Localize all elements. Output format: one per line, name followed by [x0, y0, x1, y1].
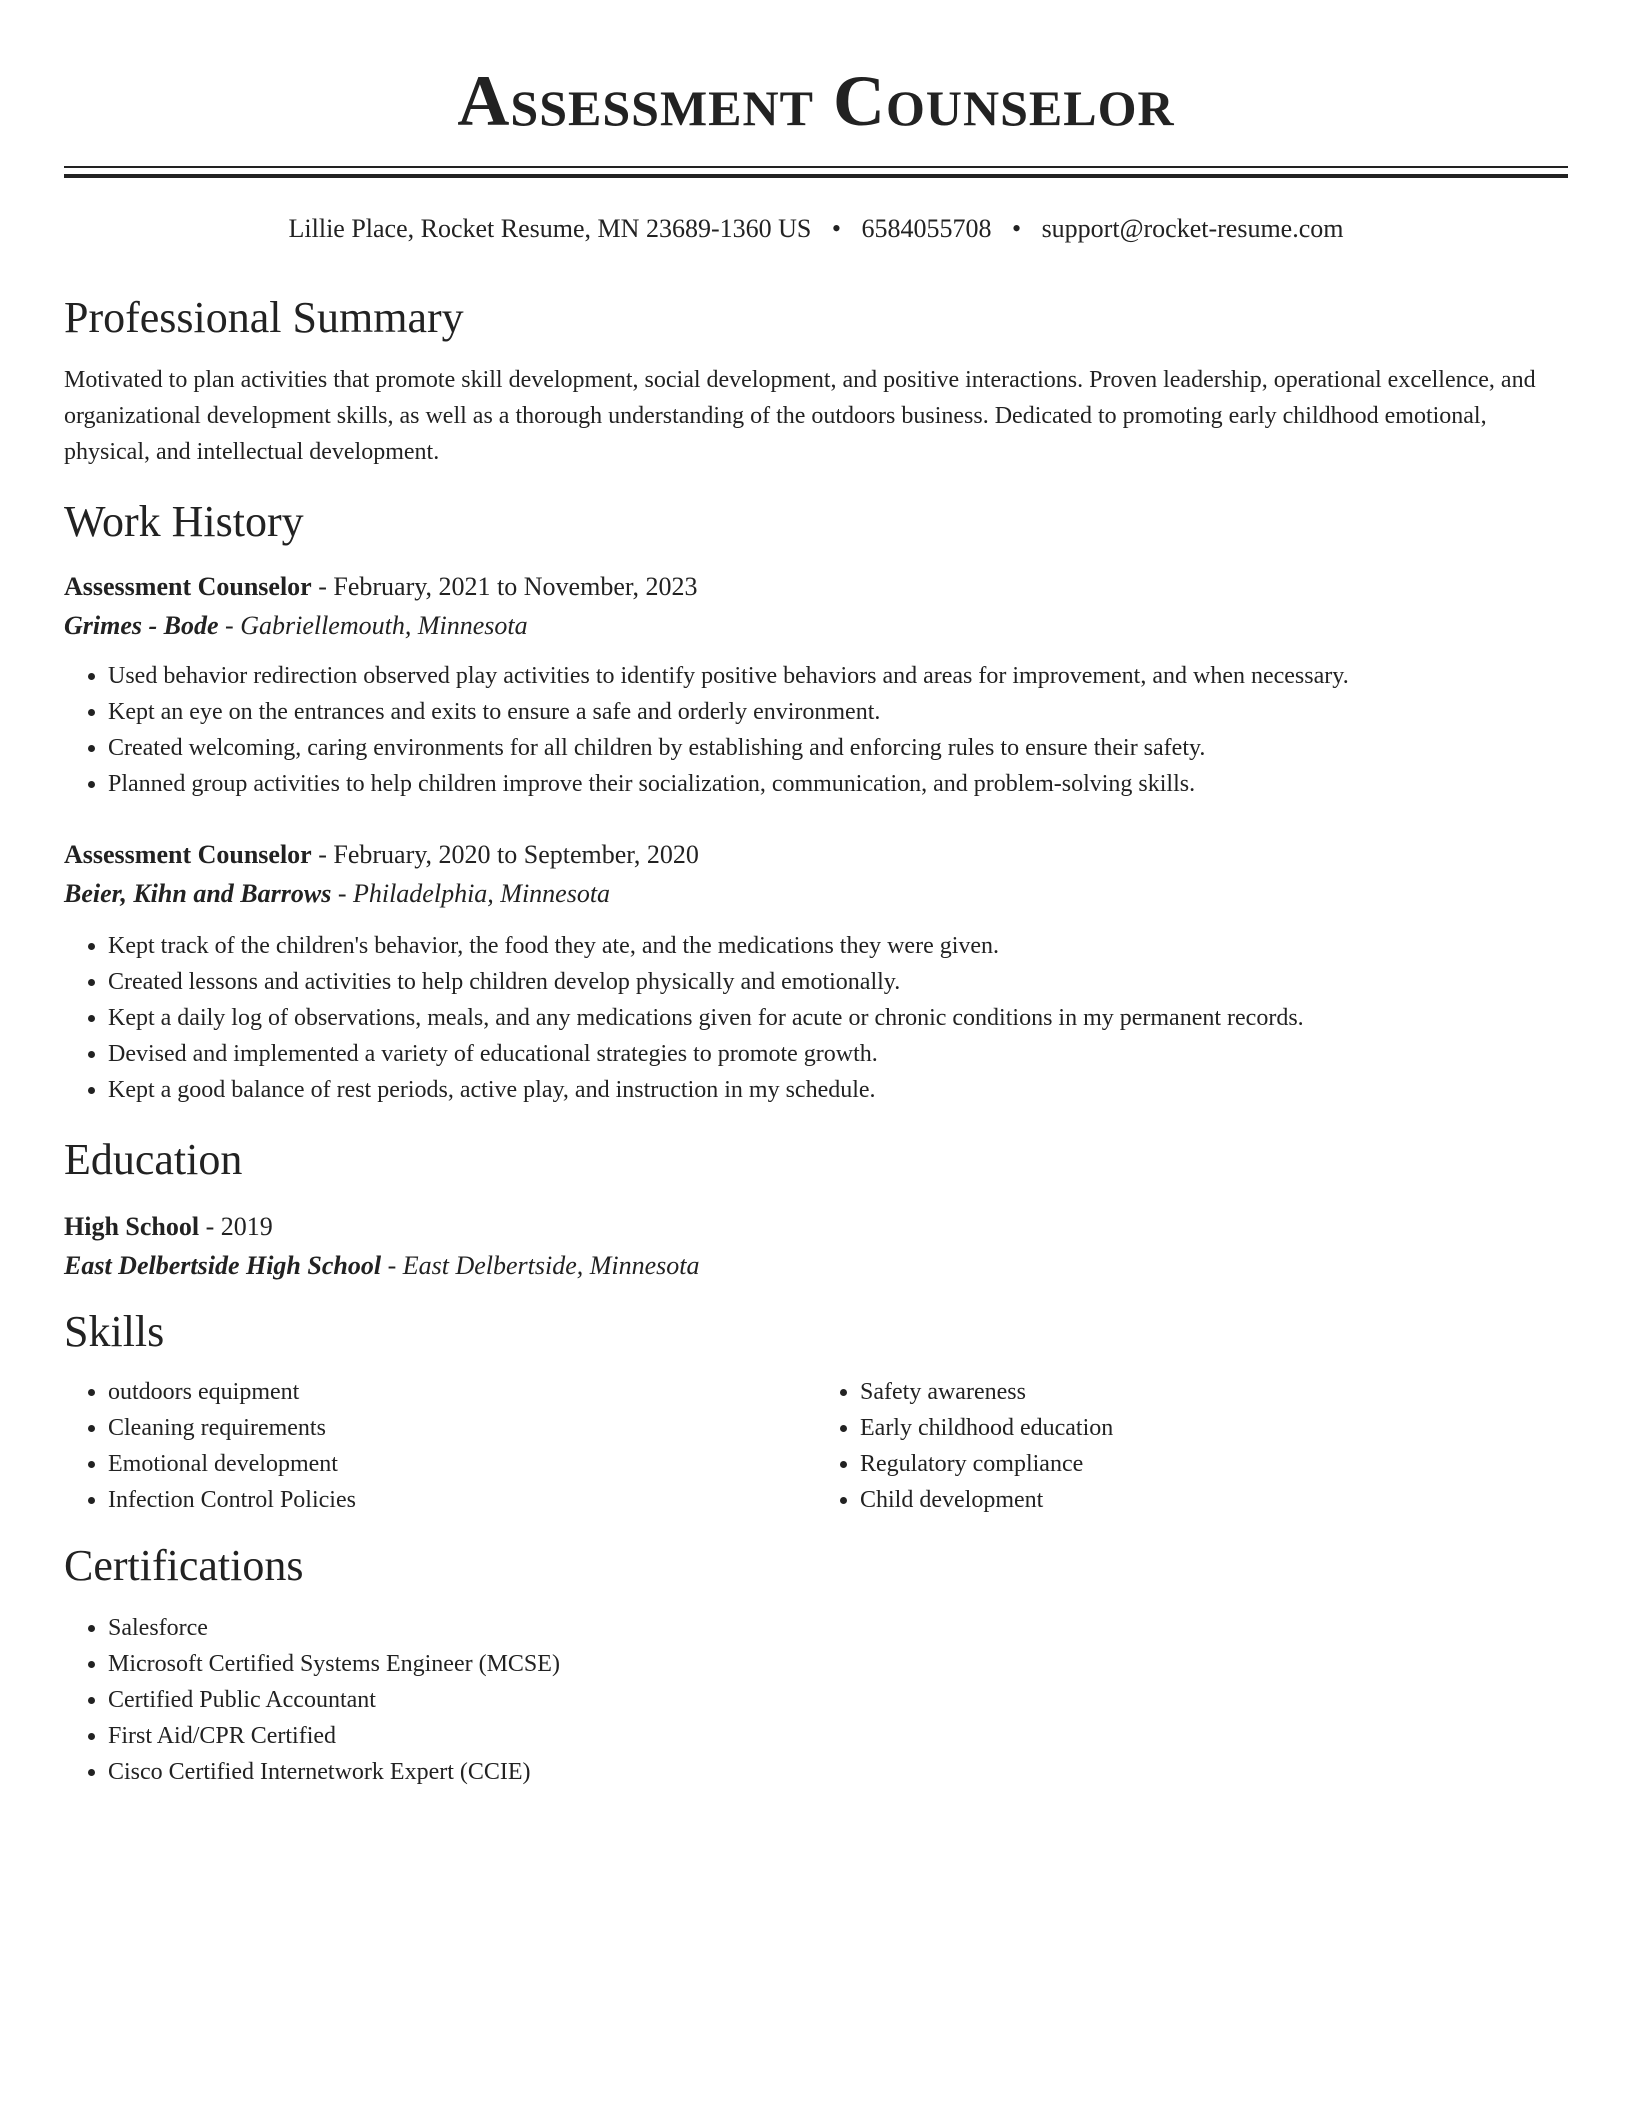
certifications-heading: Certifications [64, 1541, 304, 1590]
skill-item: • Early childhood education [860, 1410, 1568, 1446]
job-entry [64, 836, 1568, 1108]
certification-item: • Microsoft Certified Systems Engineer (MCSE) [108, 1646, 1568, 1682]
contact-address: Lillie Place, Rocket Resume, MN 23689-1360 US [288, 214, 812, 243]
skills-column-right [816, 1374, 1568, 1518]
header-divider-thin [64, 166, 1568, 168]
contact-separator: • [831, 214, 841, 243]
summary-heading: Professional Summary [64, 293, 464, 342]
job-company: Beier, Kihn and Barrows [64, 879, 332, 908]
job-bullet: • Devised and implemented a variety of educational strategies to promote growth. [108, 1036, 1568, 1072]
skill-item: • Child development [860, 1482, 1568, 1518]
skills-grid [64, 1374, 1568, 1518]
education-school-line [64, 1246, 1568, 1286]
work-history-section [64, 496, 1568, 1108]
job-entry [64, 568, 1568, 802]
job-bullet: • Kept an eye on the entrances and exits to ensure a safe and orderly environment. [108, 694, 1568, 730]
job-bullet: • Kept a daily log of observations, meals, and any medications given for acute or chronic conditions in my permanent records. [108, 1000, 1568, 1036]
education-degree-line [64, 1208, 1568, 1246]
education-year: - 2019 [199, 1212, 273, 1241]
job-bullet: • Kept a good balance of rest periods, active play, and instruction in my schedule. [108, 1072, 1568, 1108]
skills-section [64, 1306, 1568, 1518]
summary-section [64, 292, 1568, 470]
skill-item: • Safety awareness [860, 1374, 1568, 1410]
job-dates: - February, 2021 to November, 2023 [311, 572, 698, 601]
work-history-heading: Work History [64, 497, 304, 546]
summary-text: Motivated to plan activities that promote skill development, social development, and positive interactions. Proven leadership, operational excellence, and organizational development skills, as well as a thorough understanding of the outdoors business. Dedicated to promoting early childhood emotional, physical, and intellectual development. [64, 367, 1536, 465]
job-company: Grimes - Bode [64, 611, 219, 640]
skill-item: • Cleaning requirements [108, 1410, 816, 1446]
skills-heading: Skills [64, 1307, 165, 1356]
job-bullets [64, 928, 1568, 1108]
job-bullet: • Created lessons and activities to help children develop physically and emotionally. [108, 964, 1568, 1000]
job-bullet: • Planned group activities to help children improve their socialization, communication, and problem-solving skills. [108, 766, 1568, 802]
job-location: - Philadelphia, Minnesota [331, 879, 611, 908]
education-location: - East Delbertside, Minnesota [381, 1251, 700, 1280]
contact-line [64, 212, 1568, 246]
contact-separator: • [1011, 214, 1022, 243]
certification-item: • First Aid/CPR Certified [108, 1718, 1568, 1754]
job-bullet: • Kept track of the children's behavior, the food they ate, and the medications they were given. [108, 928, 1568, 964]
job-dates: - February, 2020 to September, 2020 [311, 840, 699, 869]
job-location: - Gabriellemouth, Minnesota [218, 611, 528, 640]
skill-item: • outdoors equipment [108, 1374, 816, 1410]
job-title-line [64, 836, 1568, 874]
resume-title: Assessment Counselor [457, 61, 1175, 141]
certifications-section [64, 1540, 1568, 1790]
education-section [64, 1134, 1568, 1286]
education-degree: High School [64, 1212, 200, 1241]
job-title: Assessment Counselor [64, 840, 312, 869]
skill-item: • Emotional development [108, 1446, 816, 1482]
job-bullet: • Created welcoming, caring environments for all children by establishing and enforcing rules to ensure their safety. [108, 730, 1568, 766]
job-title: Assessment Counselor [64, 572, 312, 601]
certification-item: • Certified Public Accountant [108, 1682, 1568, 1718]
contact-phone: 6584055708 [861, 214, 992, 243]
skill-item: • Regulatory compliance [860, 1446, 1568, 1482]
skill-item: • Infection Control Policies [108, 1482, 816, 1518]
job-title-line [64, 568, 1568, 606]
certifications-list [64, 1610, 1568, 1790]
contact-email: support@rocket-resume.com [1041, 214, 1344, 243]
education-heading: Education [64, 1135, 243, 1184]
skills-column-left [64, 1374, 816, 1518]
job-bullet: • Used behavior redirection observed play activities to identify positive behaviors and areas for improvement, and when necessary. [108, 658, 1568, 694]
job-bullets [64, 658, 1568, 802]
certification-item: • Salesforce [108, 1610, 1568, 1646]
certification-item: • Cisco Certified Internetwork Expert (CCIE) [108, 1754, 1568, 1790]
job-company-line [64, 874, 1568, 914]
job-company-line [64, 606, 1568, 646]
education-school: East Delbertside High School [64, 1251, 382, 1280]
header-divider-thick [64, 174, 1568, 178]
